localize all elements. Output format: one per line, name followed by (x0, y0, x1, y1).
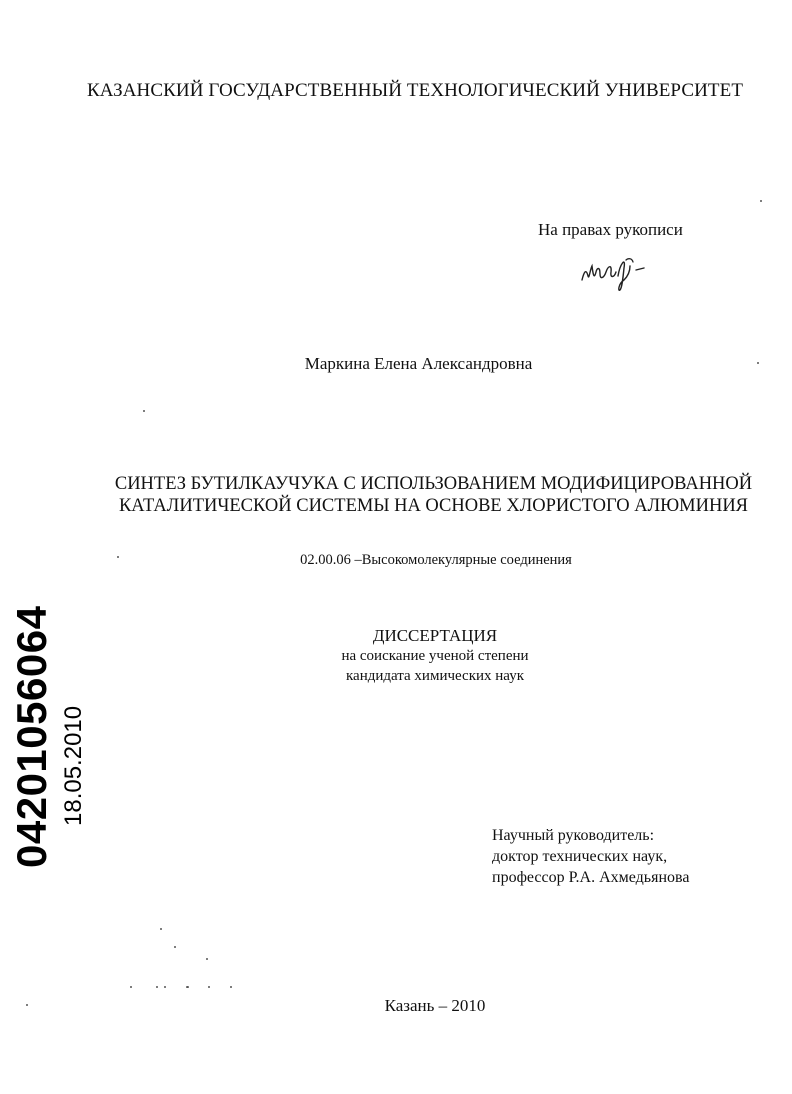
scan-speck (156, 986, 158, 988)
advisor-label: Научный руководитель: (492, 827, 655, 844)
scan-speck (130, 986, 132, 988)
scan-speck (757, 362, 759, 364)
dissertation-block (0, 626, 792, 686)
city-year: Казань – 2010 (384, 996, 486, 1015)
degree-line-2: кандидата химических наук (345, 668, 524, 684)
scan-speck (117, 556, 119, 558)
library-stamp-number: 04201056064 (8, 605, 55, 868)
scan-speck (26, 1004, 28, 1006)
scan-speck (143, 410, 145, 412)
dissertation-heading: ДИССЕРТАЦИЯ (372, 626, 498, 645)
university-name: КАЗАНСКИЙ ГОСУДАРСТВЕННЫЙ ТЕХНОЛОГИЧЕСКИЙ УНИВЕРСИТЕТ (86, 80, 744, 101)
author-name: Маркина Елена Александровна (304, 354, 533, 373)
advisor-degree: доктор технических наук, (492, 848, 668, 865)
manuscript-rights-note: На правах рукописи (538, 220, 683, 239)
scientific-advisor (492, 825, 689, 888)
specialty-code: 02.00.06 –Высокомолекулярные соединения (300, 552, 572, 568)
scan-speck (186, 986, 189, 988)
scan-speck (174, 946, 176, 948)
advisor-name: профессор Р.А. Ахмедьянова (492, 869, 690, 886)
scan-speck (206, 958, 208, 960)
scan-speck (230, 986, 232, 988)
title-line-2: КАТАЛИТИЧЕСКОЙ СИСТЕМЫ НА ОСНОВЕ ХЛОРИСТОГО АЛЮМИНИЯ (118, 496, 749, 516)
signature-icon (578, 250, 650, 294)
scan-speck (164, 986, 166, 988)
scan-speck (208, 986, 210, 988)
degree-line-1: на соискание ученой степени (341, 648, 529, 664)
library-stamp-date: 18.05.2010 (60, 705, 87, 826)
scan-speck (760, 200, 762, 202)
dissertation-title (0, 473, 792, 517)
title-line-1: СИНТЕЗ БУТИЛКАУЧУКА С ИСПОЛЬЗОВАНИЕМ МОДИФИЦИРОВАННОЙ (114, 474, 753, 494)
scan-speck (160, 928, 162, 930)
